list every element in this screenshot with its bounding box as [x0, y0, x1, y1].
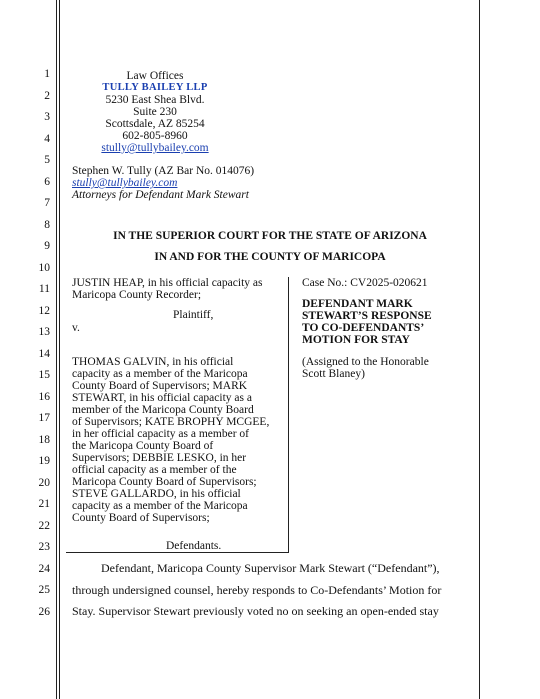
assigned-line: Scott Blaney): [302, 368, 365, 380]
address-line-2: Suite 230: [133, 106, 177, 118]
defendant-line: of Supervisors; KATE BROPHY MCGEE,: [72, 416, 270, 428]
court-heading-line-2: IN AND FOR THE COUNTY OF MARICOPA: [154, 251, 386, 263]
firm-email-link[interactable]: stully@tullybailey.com: [101, 142, 209, 154]
defendant-line: capacity as a member of the Maricopa: [72, 500, 248, 512]
attorney-name: Stephen W. Tully (AZ Bar No. 014076): [72, 165, 255, 177]
line-number: 14: [38, 348, 50, 360]
defendant-line: member of the Maricopa County Board: [72, 404, 254, 416]
defendant-line: Supervisors; DEBBIE LESKO, in her: [72, 452, 247, 464]
body-line-2: through undersigned counsel, hereby responds to Co-Defendants’ Motion for: [72, 583, 442, 597]
document-title-line: TO CO-DEFENDANTS’: [302, 322, 425, 334]
body-line-1: Defendant, Maricopa County Supervisor Mark Stewart (“Defendant”),: [101, 561, 440, 575]
line-number: 1: [44, 68, 50, 80]
line-number: 26: [38, 606, 50, 618]
line-number: 4: [44, 133, 50, 145]
plaintiff-line: Maricopa County Recorder;: [72, 289, 202, 301]
line-number: 15: [38, 369, 50, 381]
line-number: 16: [38, 391, 50, 403]
left-margin-rule-outer: [56, 0, 57, 699]
defendant-line: in her official capacity as a member of: [72, 428, 249, 440]
line-number: 10: [38, 262, 50, 274]
address-city: Scottsdale, AZ 85254: [105, 118, 205, 130]
line-number: 8: [44, 219, 50, 231]
caption-bottom-rule: [66, 552, 289, 553]
caption-defendants: [72, 356, 269, 524]
court-heading-line-1: IN THE SUPERIOR COURT FOR THE STATE OF ARIZONA: [113, 230, 427, 242]
line-number: 19: [38, 455, 50, 467]
attorney-email-link[interactable]: stully@tullybailey.com: [72, 177, 178, 189]
plaintiff-label: Plaintiff,: [173, 309, 214, 321]
defendant-line: official capacity as a member of the: [72, 464, 237, 476]
line-number: 11: [38, 283, 50, 295]
line-number: 22: [38, 520, 50, 532]
right-margin-rule: [479, 0, 480, 699]
versus-label: v.: [72, 322, 80, 334]
line-number: 18: [38, 434, 50, 446]
assigned-line: (Assigned to the Honorable: [302, 356, 429, 368]
assigned-judge: [302, 356, 429, 380]
line-number: 12: [38, 305, 50, 317]
law-offices-label: Law Offices: [126, 70, 184, 82]
body-line-3: Stay. Supervisor Stewart previously voted no on seeking an open-ended stay: [72, 604, 439, 618]
defendant-line: STEWART, in his official capacity as a: [72, 392, 252, 404]
line-number: 17: [38, 412, 50, 424]
line-number: 5: [44, 154, 50, 166]
line-number: 23: [38, 541, 50, 553]
line-number: 24: [38, 563, 50, 575]
address-line-1: 5230 East Shea Blvd.: [105, 94, 205, 106]
attorney-role: Attorneys for Defendant Mark Stewart: [72, 189, 249, 201]
defendant-line: STEVE GALLARDO, in his official: [72, 488, 241, 500]
document-title: [302, 298, 432, 346]
line-number: 20: [38, 477, 50, 489]
document-title-line: DEFENDANT MARK: [302, 298, 413, 310]
firm-name: TULLY BAILEY LLP: [102, 82, 208, 93]
line-number: 9: [44, 240, 50, 252]
line-number: 7: [44, 197, 50, 209]
letterhead: [80, 70, 230, 154]
defendant-line: capacity as a member of the Maricopa: [72, 368, 248, 380]
line-number: 2: [44, 90, 50, 102]
defendants-label: Defendants.: [166, 540, 222, 552]
line-number: 25: [38, 584, 50, 596]
case-number: Case No.: CV2025-020621: [302, 277, 428, 289]
line-number: 21: [38, 498, 50, 510]
document-title-line: STEWART’S RESPONSE: [302, 310, 432, 322]
caption-vertical-rule: [288, 277, 289, 553]
caption-plaintiff: [72, 277, 262, 301]
plaintiff-line: JUSTIN HEAP, in his official capacity as: [72, 277, 263, 289]
line-number: 6: [44, 176, 50, 188]
line-number: 3: [44, 111, 50, 123]
line-number: 13: [38, 326, 50, 338]
phone-number: 602-805-8960: [122, 130, 188, 142]
defendant-line: Maricopa County Board of Supervisors;: [72, 476, 257, 488]
left-margin-rule-inner: [59, 0, 60, 699]
defendant-line: THOMAS GALVIN, in his official: [72, 356, 234, 368]
defendant-line: the Maricopa County Board of: [72, 440, 214, 452]
defendant-line: County Board of Supervisors;: [72, 512, 210, 524]
document-title-line: MOTION FOR STAY: [302, 334, 410, 346]
defendant-line: County Board of Supervisors; MARK: [72, 380, 248, 392]
